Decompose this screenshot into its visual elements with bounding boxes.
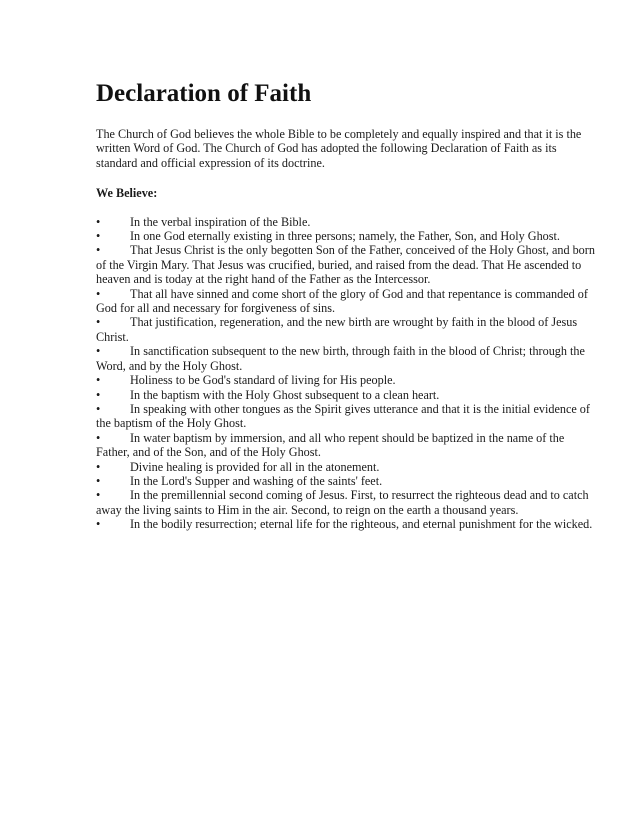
- bullet-icon: •: [96, 488, 101, 503]
- bullet-icon: •: [96, 517, 101, 532]
- bullet-icon: •: [96, 373, 101, 388]
- list-item: [96, 488, 596, 517]
- list-item: [96, 460, 596, 474]
- list-item-text: That all have sinned and come short of the glory of God and that repentance is commanded of God for all and necessary for forgiveness of sins.: [96, 286, 588, 316]
- bullet-icon: •: [96, 214, 101, 229]
- beliefs-list: [96, 215, 596, 532]
- list-item-text: In speaking with other tongues as the Spirit gives utterance and that it is the initial evidence of the baptism of the Holy Ghost.: [96, 401, 590, 431]
- we-believe-heading: We Believe:: [96, 186, 158, 201]
- bullet-icon: •: [96, 229, 101, 244]
- bullet-icon: •: [96, 243, 101, 258]
- list-item: [96, 402, 596, 431]
- list-item-text: In the bodily resurrection; eternal life for the righteous, and eternal punishment for the wicked.: [130, 517, 593, 532]
- list-item: [96, 431, 596, 460]
- bullet-icon: •: [96, 344, 101, 359]
- bullet-icon: •: [96, 459, 101, 474]
- list-item-text: In the premillennial second coming of Jesus. First, to resurrect the righteous dead and to catch away the living saints to Him in the air. Second, to reign on the earth a thousand years.: [96, 488, 589, 517]
- list-item: [96, 243, 596, 286]
- bullet-icon: •: [96, 286, 101, 301]
- list-item-text: In sanctification subsequent to the new birth, through faith in the blood of Christ; through the Word, and by the Holy Ghost.: [96, 344, 585, 373]
- list-item-text: In the verbal inspiration of the Bible.: [130, 214, 311, 229]
- list-item-text: Holiness to be God's standard of living for His people.: [130, 373, 396, 388]
- bullet-icon: •: [96, 401, 101, 416]
- list-item-text: In the Lord's Supper and washing of the saints' feet.: [130, 473, 383, 488]
- list-item-text: That justification, regeneration, and the new birth are wrought by faith in the blood of Jesus Christ.: [96, 315, 578, 344]
- bullet-icon: •: [96, 473, 101, 488]
- list-item: [96, 215, 596, 229]
- intro-paragraph: The Church of God believes the whole Bible to be completely and equally inspired and that it is the written Word of God. The Church of God has adopted the following Declaration of Faith as its standard and official expression of its doctrine.: [96, 127, 582, 170]
- bullet-icon: •: [96, 387, 101, 402]
- list-item: [96, 373, 596, 387]
- list-item-text: In water baptism by immersion, and all who repent should be baptized in the name of the Father, and of the Son, and of the Holy Ghost.: [96, 430, 565, 460]
- bullet-icon: •: [96, 315, 101, 330]
- list-item: [96, 388, 596, 402]
- list-item-text: In the baptism with the Holy Ghost subsequent to a clean heart.: [130, 387, 440, 402]
- list-item: [96, 287, 596, 316]
- document-title: Declaration of Faith: [96, 80, 312, 107]
- list-item-text: Divine healing is provided for all in the atonement.: [130, 459, 380, 474]
- list-item: [96, 517, 596, 531]
- bullet-icon: •: [96, 430, 101, 445]
- list-item: [96, 315, 596, 344]
- list-item: [96, 474, 596, 488]
- list-item-text: That Jesus Christ is the only begotten Son of the Father, conceived of the Holy Ghost, and born of the Virgin Mary. That Jesus was crucified, buried, and raised from the dead. That He ascended to heaven and is today at the right hand of the Father as the Intercessor.: [96, 243, 595, 287]
- list-item: [96, 229, 596, 243]
- list-item-text: In one God eternally existing in three persons; namely, the Father, Son, and Holy Ghost.: [130, 229, 560, 244]
- document-page: [96, 78, 596, 532]
- list-item: [96, 344, 596, 373]
